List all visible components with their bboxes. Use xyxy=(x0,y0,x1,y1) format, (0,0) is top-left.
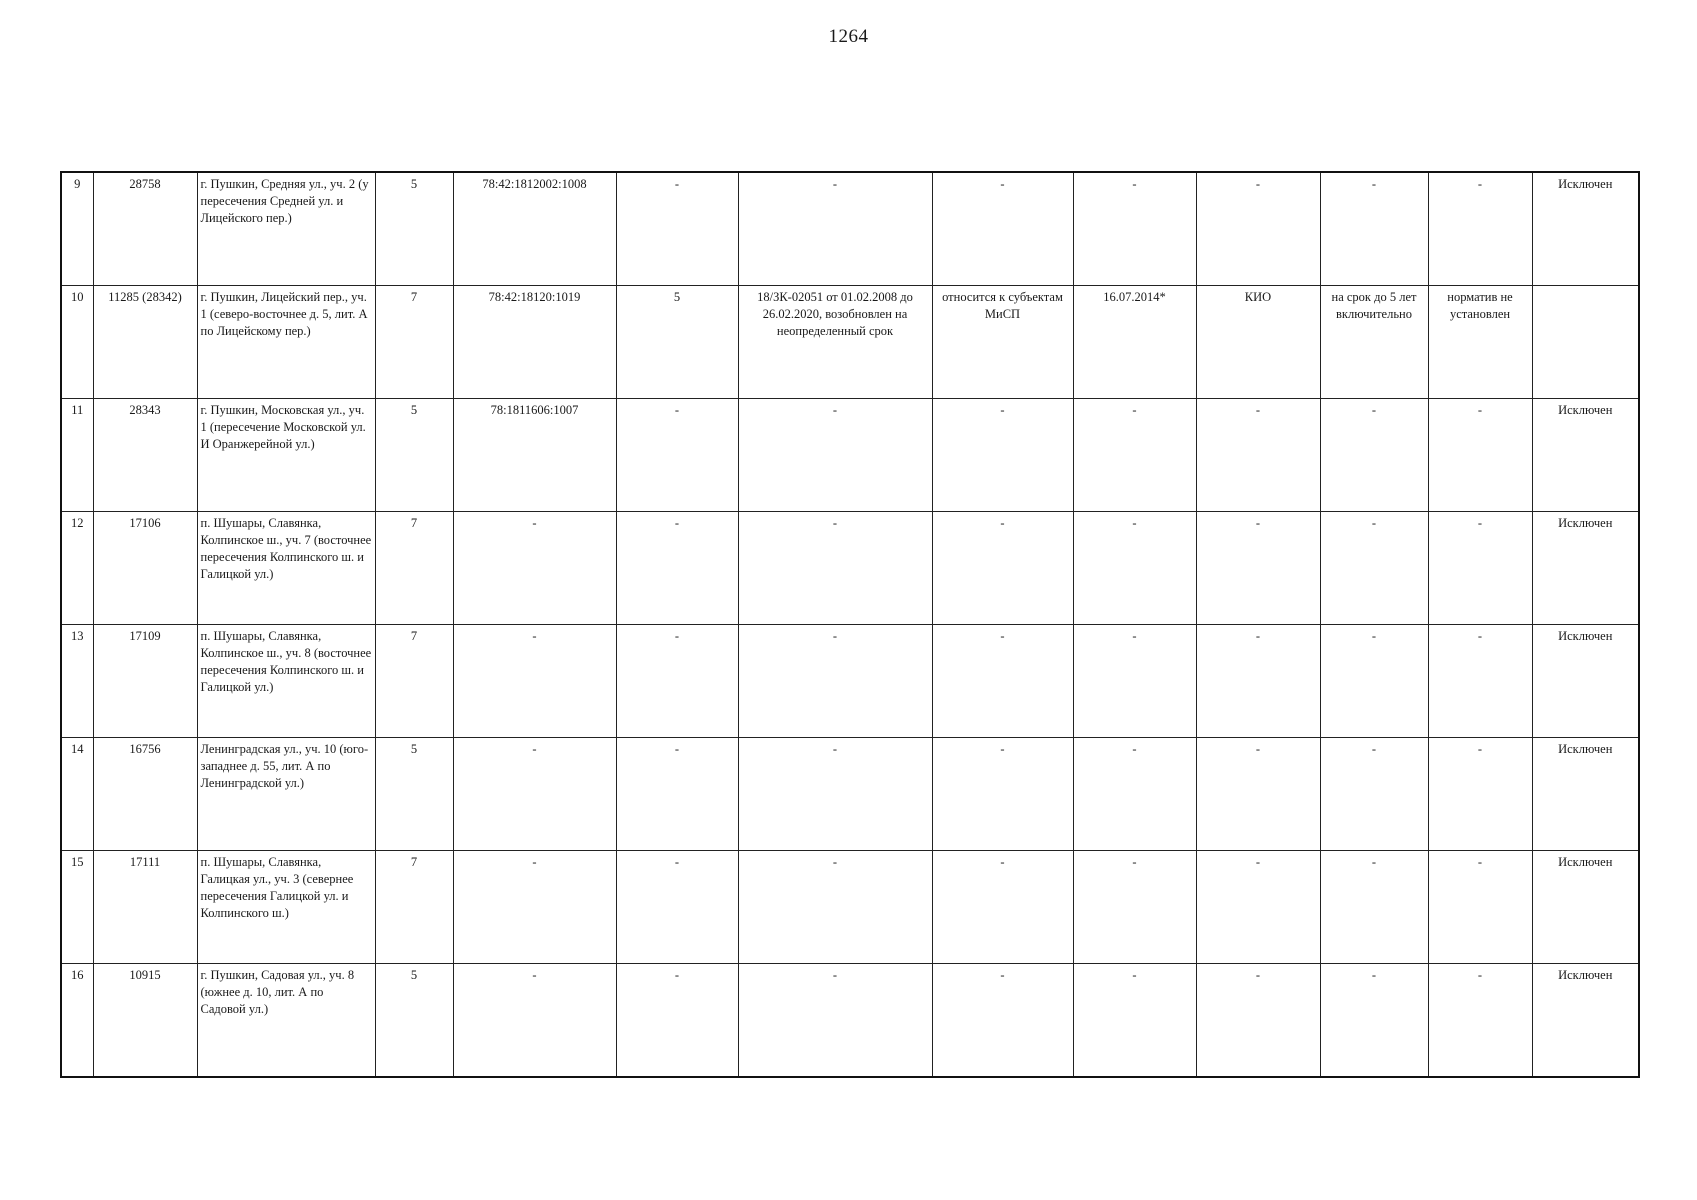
column-7-cell: - xyxy=(738,851,932,964)
status-cell: Исключен xyxy=(1532,172,1639,286)
column-12-cell: - xyxy=(1428,851,1532,964)
zone-cell: 7 xyxy=(375,625,453,738)
column-6-cell: - xyxy=(616,738,738,851)
cadastral-cell: - xyxy=(453,738,616,851)
zone-cell: 5 xyxy=(375,399,453,512)
column-6-cell: - xyxy=(616,399,738,512)
zone-cell: 7 xyxy=(375,512,453,625)
object-id-cell: 28758 xyxy=(93,172,197,286)
column-10-cell: - xyxy=(1196,399,1320,512)
column-6-cell: 5 xyxy=(616,286,738,399)
page-number: 1264 xyxy=(828,26,869,47)
status-cell: Исключен xyxy=(1532,738,1639,851)
address-cell: п. Шушары, Славянка, Галицкая ул., уч. 3 (севернее пересечения Галицкой ул. и Колпинского ш.) xyxy=(197,851,375,964)
column-9-cell: - xyxy=(1073,172,1196,286)
column-10-cell: КИО xyxy=(1196,286,1320,399)
zone-cell: 5 xyxy=(375,964,453,1078)
column-10-cell: - xyxy=(1196,172,1320,286)
table-row xyxy=(61,512,1639,625)
column-8-cell: - xyxy=(932,512,1073,625)
column-9-cell: - xyxy=(1073,399,1196,512)
address-cell: г. Пушкин, Лицейский пер., уч. 1 (северо-восточнее д. 5, лит. А по Лицейскому пер.) xyxy=(197,286,375,399)
object-id-cell: 17111 xyxy=(93,851,197,964)
column-12-cell: - xyxy=(1428,399,1532,512)
column-11-cell: - xyxy=(1320,851,1428,964)
column-9-cell: 16.07.2014* xyxy=(1073,286,1196,399)
cadastral-cell: - xyxy=(453,851,616,964)
object-id-cell: 10915 xyxy=(93,964,197,1078)
column-12-cell: - xyxy=(1428,172,1532,286)
cadastral-cell: - xyxy=(453,625,616,738)
column-11-cell: - xyxy=(1320,625,1428,738)
column-9-cell: - xyxy=(1073,738,1196,851)
column-9-cell: - xyxy=(1073,964,1196,1078)
column-11-cell: на срок до 5 лет включительно xyxy=(1320,286,1428,399)
table-row xyxy=(61,851,1639,964)
column-10-cell: - xyxy=(1196,512,1320,625)
zone-cell: 7 xyxy=(375,286,453,399)
table-row xyxy=(61,625,1639,738)
object-id-cell: 28343 xyxy=(93,399,197,512)
column-6-cell: - xyxy=(616,625,738,738)
column-7-cell: - xyxy=(738,625,932,738)
row-number-cell: 12 xyxy=(61,512,93,625)
column-12-cell: - xyxy=(1428,625,1532,738)
column-8-cell: - xyxy=(932,172,1073,286)
row-number-cell: 16 xyxy=(61,964,93,1078)
column-7-cell: - xyxy=(738,512,932,625)
column-12-cell: - xyxy=(1428,964,1532,1078)
table-row xyxy=(61,172,1639,286)
column-7-cell: 18/ЗК-02051 от 01.02.2008 до 26.02.2020, возобновлен на неопределенный срок xyxy=(738,286,932,399)
column-12-cell: - xyxy=(1428,512,1532,625)
column-9-cell: - xyxy=(1073,512,1196,625)
column-12-cell: норматив не установлен xyxy=(1428,286,1532,399)
cadastral-cell: 78:42:18120:1019 xyxy=(453,286,616,399)
table-row xyxy=(61,738,1639,851)
column-8-cell: - xyxy=(932,851,1073,964)
column-10-cell: - xyxy=(1196,964,1320,1078)
zone-cell: 5 xyxy=(375,738,453,851)
address-cell: г. Пушкин, Средняя ул., уч. 2 (у пересечения Средней ул. и Лицейского пер.) xyxy=(197,172,375,286)
row-number-cell: 13 xyxy=(61,625,93,738)
column-7-cell: - xyxy=(738,172,932,286)
table-row xyxy=(61,399,1639,512)
address-cell: г. Пушкин, Московская ул., уч. 1 (пересечение Московской ул. И Оранжерейной ул.) xyxy=(197,399,375,512)
column-8-cell: - xyxy=(932,964,1073,1078)
object-id-cell: 17106 xyxy=(93,512,197,625)
column-11-cell: - xyxy=(1320,172,1428,286)
column-9-cell: - xyxy=(1073,625,1196,738)
column-6-cell: - xyxy=(616,851,738,964)
registry-table xyxy=(60,171,1640,1078)
row-number-cell: 14 xyxy=(61,738,93,851)
status-cell: Исключен xyxy=(1532,512,1639,625)
status-cell xyxy=(1532,286,1639,399)
cadastral-cell: - xyxy=(453,512,616,625)
column-7-cell: - xyxy=(738,399,932,512)
table-body xyxy=(61,172,1639,1077)
cadastral-cell: 78:42:1812002:1008 xyxy=(453,172,616,286)
zone-cell: 5 xyxy=(375,172,453,286)
object-id-cell: 11285 (28342) xyxy=(93,286,197,399)
zone-cell: 7 xyxy=(375,851,453,964)
cadastral-cell: 78:1811606:1007 xyxy=(453,399,616,512)
column-8-cell: - xyxy=(932,738,1073,851)
column-8-cell: - xyxy=(932,399,1073,512)
column-11-cell: - xyxy=(1320,964,1428,1078)
column-11-cell: - xyxy=(1320,399,1428,512)
status-cell: Исключен xyxy=(1532,964,1639,1078)
status-cell: Исключен xyxy=(1532,625,1639,738)
object-id-cell: 17109 xyxy=(93,625,197,738)
object-id-cell: 16756 xyxy=(93,738,197,851)
address-cell: г. Пушкин, Садовая ул., уч. 8 (южнее д. 10, лит. А по Садовой ул.) xyxy=(197,964,375,1078)
column-7-cell: - xyxy=(738,738,932,851)
column-11-cell: - xyxy=(1320,738,1428,851)
column-8-cell: - xyxy=(932,625,1073,738)
status-cell: Исключен xyxy=(1532,399,1639,512)
address-cell: п. Шушары, Славянка, Колпинское ш., уч. 8 (восточнее пересечения Колпинского ш. и Галицкой ул.) xyxy=(197,625,375,738)
address-cell: Ленинградская ул., уч. 10 (юго-западнее д. 55, лит. А по Ленинградской ул.) xyxy=(197,738,375,851)
row-number-cell: 15 xyxy=(61,851,93,964)
column-9-cell: - xyxy=(1073,851,1196,964)
column-10-cell: - xyxy=(1196,625,1320,738)
column-6-cell: - xyxy=(616,512,738,625)
column-11-cell: - xyxy=(1320,512,1428,625)
column-10-cell: - xyxy=(1196,851,1320,964)
status-cell: Исключен xyxy=(1532,851,1639,964)
column-12-cell: - xyxy=(1428,738,1532,851)
column-6-cell: - xyxy=(616,172,738,286)
row-number-cell: 9 xyxy=(61,172,93,286)
column-8-cell: относится к субъектам МиСП xyxy=(932,286,1073,399)
column-7-cell: - xyxy=(738,964,932,1078)
row-number-cell: 10 xyxy=(61,286,93,399)
column-6-cell: - xyxy=(616,964,738,1078)
address-cell: п. Шушары, Славянка, Колпинское ш., уч. 7 (восточнее пересечения Колпинского ш. и Галицкой ул.) xyxy=(197,512,375,625)
table-row xyxy=(61,964,1639,1078)
cadastral-cell: - xyxy=(453,964,616,1078)
table-row xyxy=(61,286,1639,399)
column-10-cell: - xyxy=(1196,738,1320,851)
row-number-cell: 11 xyxy=(61,399,93,512)
